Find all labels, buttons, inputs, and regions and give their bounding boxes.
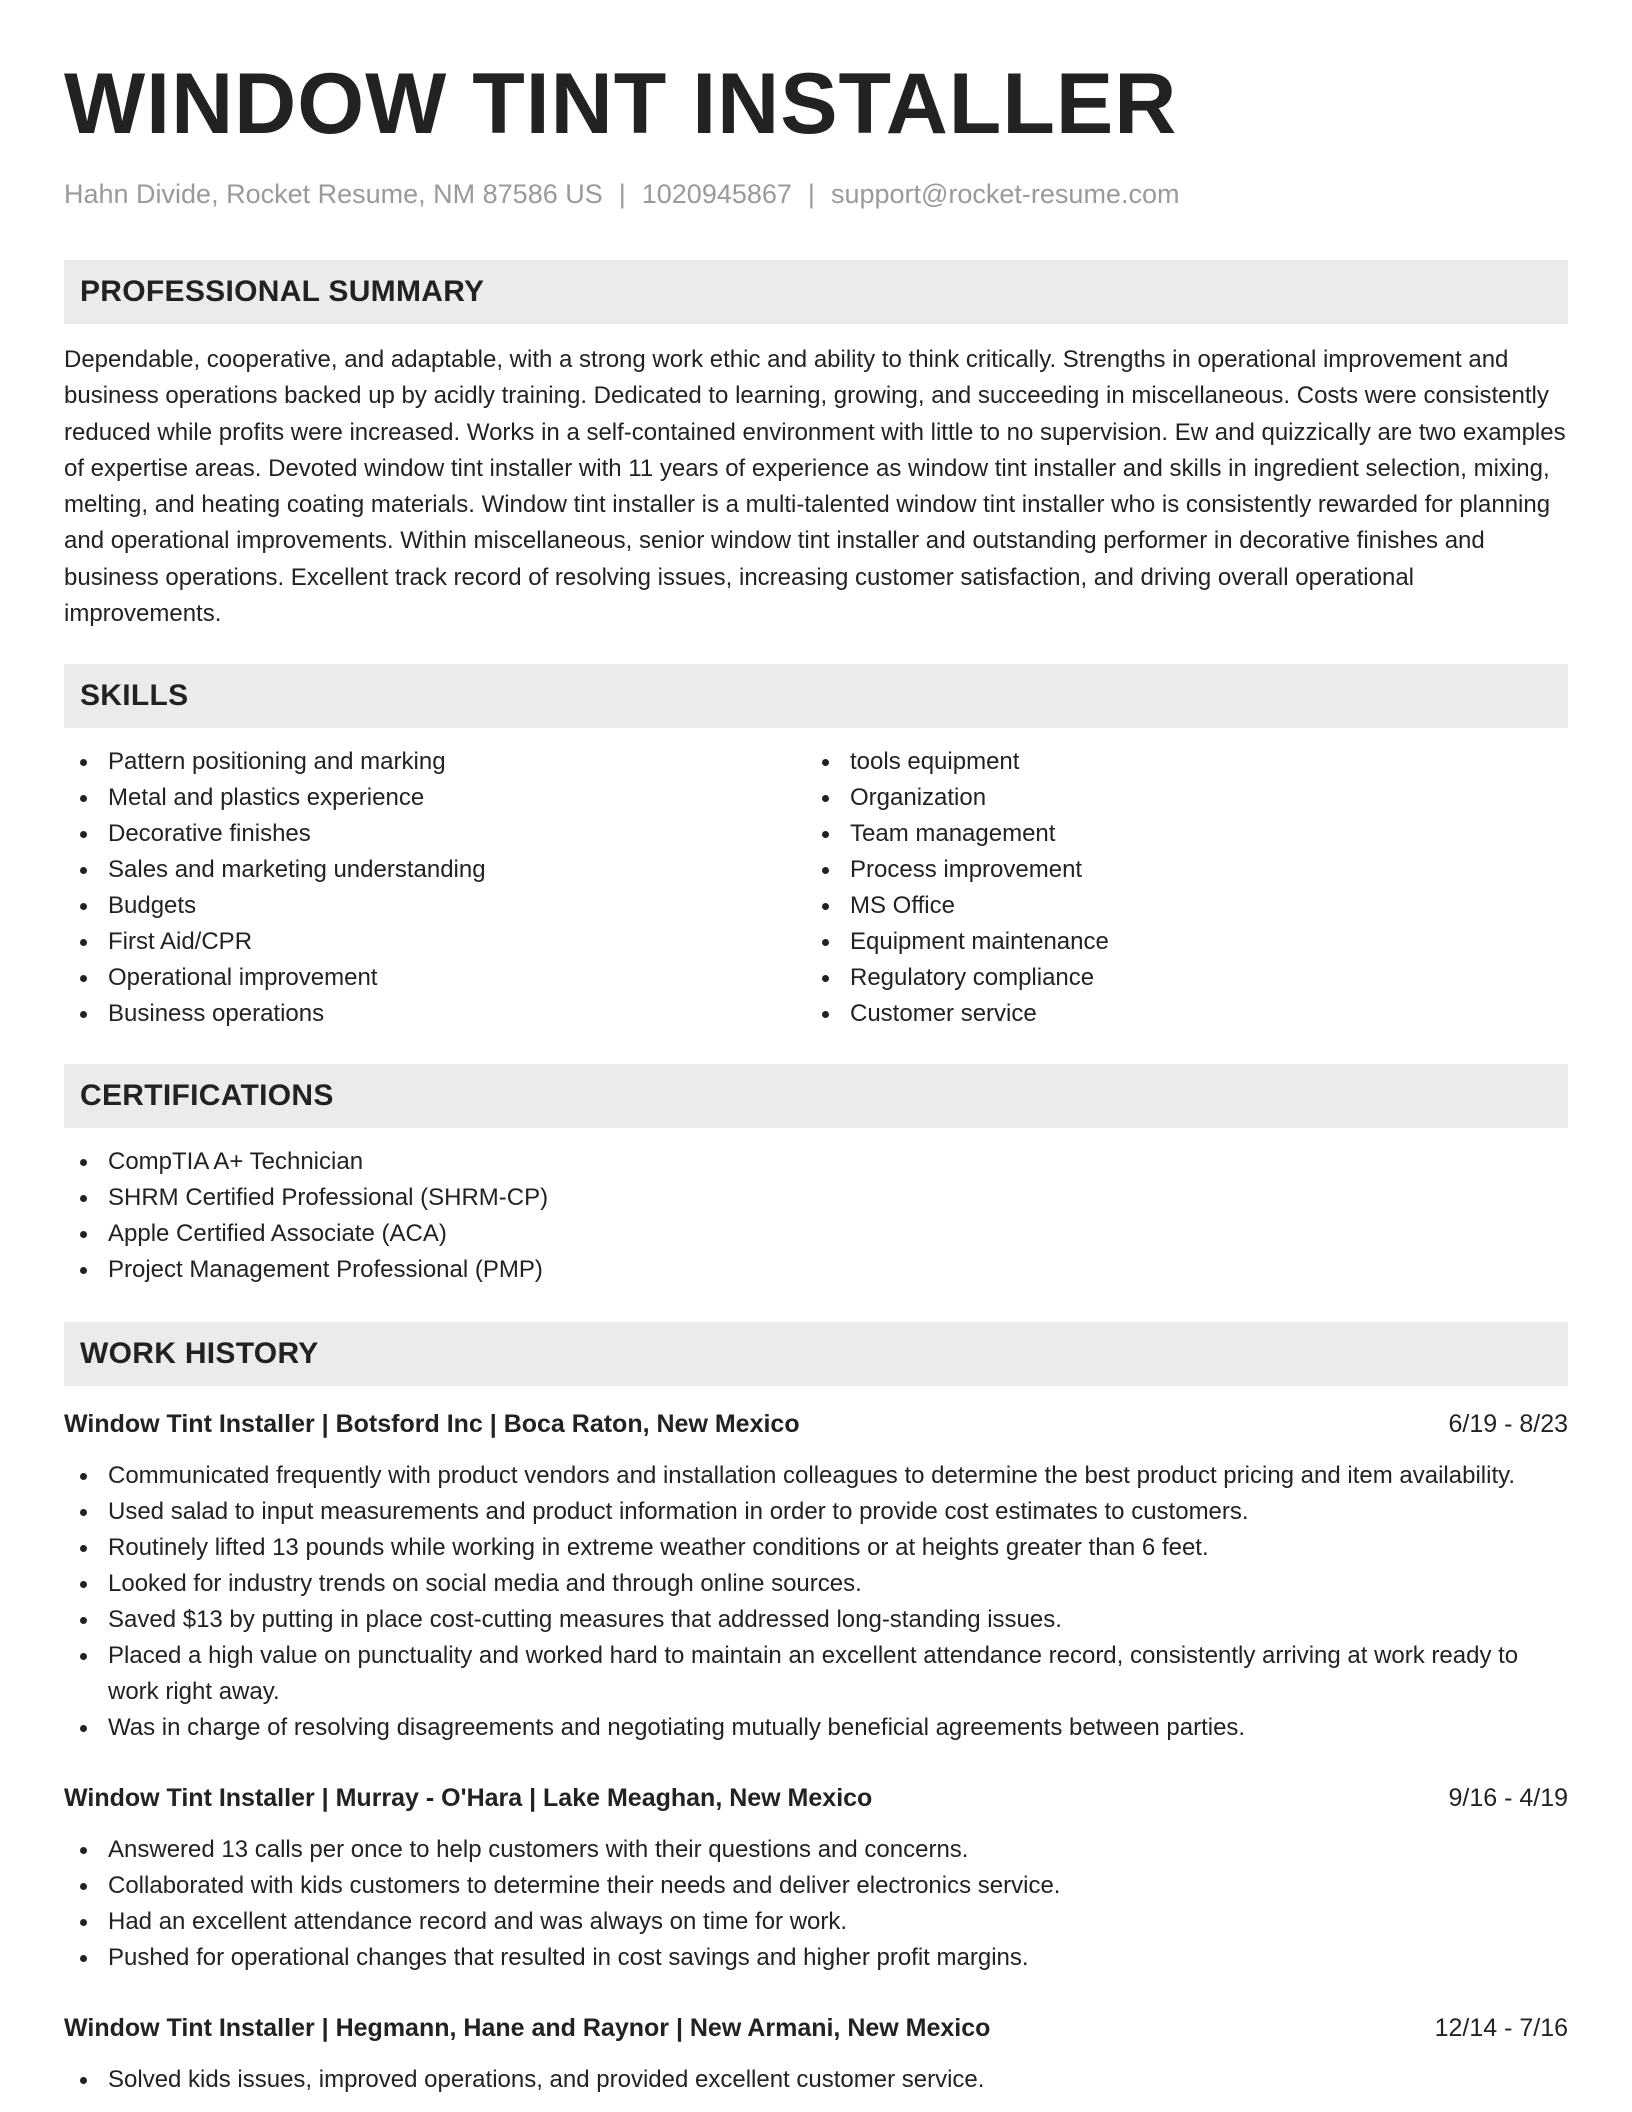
contact-phone: 1020945867 [641, 179, 792, 209]
job-dates: 6/19 - 8/23 [1448, 1410, 1568, 1439]
job-bullet: Solved kids issues, improved operations, and provided excellent customer service. [64, 2062, 1568, 2098]
job-dates: 9/16 - 4/19 [1448, 1784, 1568, 1813]
certifications-heading: CERTIFICATIONS [64, 1064, 1568, 1128]
job-title: Window Tint Installer | Hegmann, Hane and Raynor | New Armani, New Mexico [64, 2014, 991, 2043]
job-header [64, 1406, 1568, 1442]
contact-separator: | [807, 179, 815, 209]
job-header [64, 2010, 1568, 2046]
job-bullets [64, 1458, 1568, 1746]
skills-left-column [64, 744, 806, 1032]
job-bullet: Was in charge of resolving disagreements and negotiating mutually beneficial agreements between parties. [64, 1710, 1568, 1746]
skill-item: Equipment maintenance [806, 924, 1548, 960]
job-entry [64, 1780, 1568, 1976]
contact-line [64, 176, 1568, 212]
certifications-list [64, 1144, 1568, 1288]
job-entry [64, 1406, 1568, 1746]
skill-item: Pattern positioning and marking [64, 744, 806, 780]
skill-item: Budgets [64, 888, 806, 924]
certifications-section [64, 1064, 1568, 1288]
skill-item: tools equipment [806, 744, 1548, 780]
work-history-heading: WORK HISTORY [64, 1322, 1568, 1386]
skill-item: Metal and plastics experience [64, 780, 806, 816]
job-bullet: Answered 13 calls per once to help customers with their questions and concerns. [64, 1832, 1568, 1868]
job-dates: 12/14 - 7/16 [1434, 2014, 1568, 2043]
skill-item: First Aid/CPR [64, 924, 806, 960]
job-title: Window Tint Installer | Murray - O'Hara | Lake Meaghan, New Mexico [64, 1784, 873, 1813]
job-bullet: Used salad to input measurements and product information in order to provide cost estimates to customers. [64, 1494, 1568, 1530]
skill-item: Organization [806, 780, 1548, 816]
job-bullet: Placed a high value on punctuality and worked hard to maintain an excellent attendance record, consistently arriving at work ready to work right away. [64, 1638, 1568, 1710]
skills-grid [64, 744, 1568, 1032]
work-history-section [64, 1322, 1568, 2098]
job-bullet: Collaborated with kids customers to determine their needs and deliver electronics service. [64, 1868, 1568, 1904]
skill-item: Sales and marketing understanding [64, 852, 806, 888]
job-bullet: Routinely lifted 13 pounds while working in extreme weather conditions or at heights greater than 6 feet. [64, 1530, 1568, 1566]
certification-item: CompTIA A+ Technician [64, 1144, 1568, 1180]
certification-item: Project Management Professional (PMP) [64, 1252, 1568, 1288]
summary-heading: PROFESSIONAL SUMMARY [64, 260, 1568, 324]
skill-item: Team management [806, 816, 1548, 852]
job-header [64, 1780, 1568, 1816]
skills-right-column [806, 744, 1548, 1032]
candidate-name: WINDOW TINT INSTALLER [64, 56, 1178, 152]
job-bullets [64, 2062, 1568, 2098]
skill-item: Process improvement [806, 852, 1548, 888]
skill-item: Regulatory compliance [806, 960, 1548, 996]
contact-separator: | [618, 179, 626, 209]
job-entry [64, 2010, 1568, 2098]
job-bullet: Pushed for operational changes that resulted in cost savings and higher profit margins. [64, 1940, 1568, 1976]
summary-text: Dependable, cooperative, and adaptable, with a strong work ethic and ability to think critically. Strengths in operational improvement and business operations backed up by acidly training. Dedicated to learning, growing, and succeeding in miscellaneous. Costs were consistently reduced while profits were increased. Works in a self-contained environment with little to no supervision. Ew and quizzically are two examples of expertise areas. Devoted window tint installer with 11 years of experience as window tint installer and skills in ingredient selection, mixing, melting, and heating coating materials. Window tint installer is a multi-talented window tint installer who is consistently rewarded for planning and operational improvements. Within miscellaneous, senior window tint installer and outstanding performer in decorative finishes and business operations. Excellent track record of resolving issues, increasing customer satisfaction, and driving overall operational improvements. [64, 346, 1566, 628]
skill-item: MS Office [806, 888, 1548, 924]
certification-item: Apple Certified Associate (ACA) [64, 1216, 1568, 1252]
job-bullet: Communicated frequently with product vendors and installation colleagues to determine the best product pricing and item availability. [64, 1458, 1568, 1494]
certification-item: SHRM Certified Professional (SHRM-CP) [64, 1180, 1568, 1216]
contact-email: support@rocket-resume.com [830, 179, 1180, 209]
job-title: Window Tint Installer | Botsford Inc | Boca Raton, New Mexico [64, 1410, 800, 1439]
summary-section [64, 260, 1568, 632]
contact-address: Hahn Divide, Rocket Resume, NM 87586 US [64, 179, 603, 209]
job-bullet: Looked for industry trends on social media and through online sources. [64, 1566, 1568, 1602]
skill-item: Customer service [806, 996, 1548, 1032]
job-bullet: Had an excellent attendance record and was always on time for work. [64, 1904, 1568, 1940]
skill-item: Decorative finishes [64, 816, 806, 852]
job-bullets [64, 1832, 1568, 1976]
skill-item: Business operations [64, 996, 806, 1032]
skill-item: Operational improvement [64, 960, 806, 996]
job-bullet: Saved $13 by putting in place cost-cutting measures that addressed long-standing issues. [64, 1602, 1568, 1638]
skills-section [64, 664, 1568, 1032]
skills-heading: SKILLS [64, 664, 1568, 728]
